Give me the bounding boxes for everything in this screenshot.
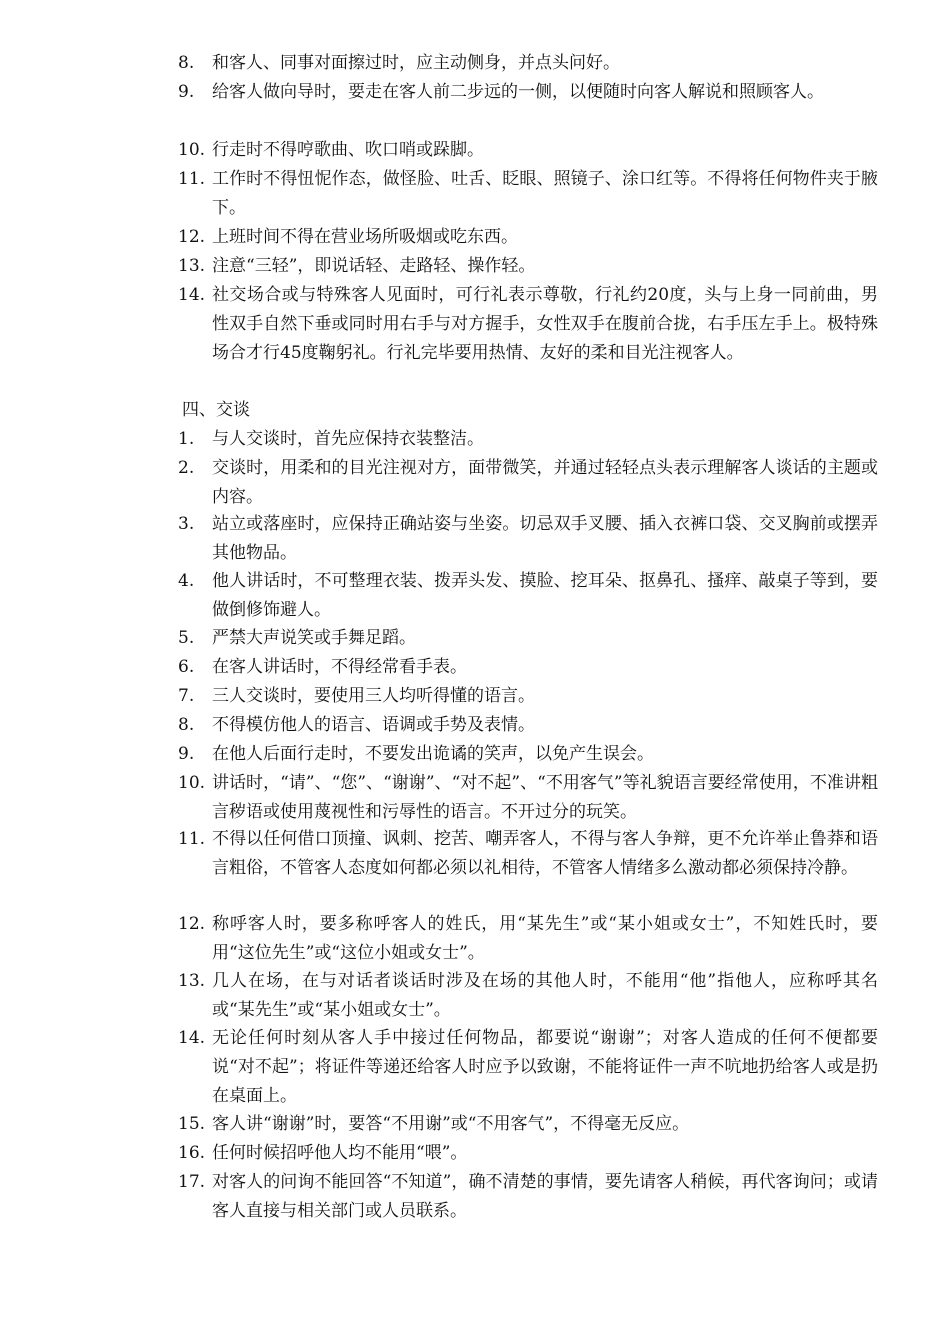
section-heading: 四、交谈 [182,400,250,420]
list-item [178,740,878,769]
list-item [178,1110,878,1139]
list-item [178,825,878,883]
item-number: 9. [178,744,195,764]
list-item [178,281,878,368]
item-number: 13. [178,256,206,276]
item-text: 与人交谈时，首先应保持衣装整洁。 [212,429,484,449]
list-item [178,425,878,454]
list-item [178,910,878,968]
item-number: 9. [178,82,195,102]
item-text: 不得模仿他人的语言、语调或手势及表情。 [212,715,535,735]
item-text: 严禁大声说笑或手舞足蹈。 [212,628,416,648]
item-text: 上班时间不得在营业场所吸烟或吃东西。 [212,227,518,247]
item-number: 11. [178,169,206,189]
item-text: 和客人、同事对面擦过时，应主动侧身，并点头问好。 [212,53,620,73]
list-item [178,454,878,512]
item-number: 7. [178,686,195,706]
list-item [178,624,878,653]
item-text: 讲话时，“请”、“您”、“谢谢”、“对不起”、“不用客气”等礼貌语言要经常使用，不准讲粗言秽语或使用蔑视性和污辱性的语言。不开过分的玩笑。 [212,773,878,822]
item-number: 10. [178,140,206,160]
item-number: 6. [178,657,195,677]
item-number: 15. [178,1114,206,1134]
list-item [178,78,878,107]
list-item [178,165,878,223]
item-number: 2. [178,458,195,478]
item-number: 8. [178,715,195,735]
list-item [178,1024,878,1111]
item-text: 客人讲“谢谢”时，要答“不用谢”或“不用客气”，不得毫无反应。 [212,1114,690,1134]
item-text: 无论任何时刻从客人手中接过任何物品，都要说“谢谢”；对客人造成的任何不便都要说“对不起”；将证件等递还给客人时应予以致谢，不能将证件一声不吭地扔给客人或是扔在桌面上。 [212,1028,878,1106]
list-item [178,136,878,165]
list-item [178,1168,878,1226]
list-item [178,769,878,827]
item-number: 4. [178,571,195,591]
list-item [178,967,878,1025]
list-item [178,49,878,78]
list-item [178,653,878,682]
item-number: 13. [178,971,206,991]
list-item [178,682,878,711]
item-text: 社交场合或与特殊客人见面时，可行礼表示尊敬，行礼约20度，头与上身一同前曲，男性双手自然下垂或同时用右手与对方握手，女性双手在腹前合拢，右手压左手上。极特殊场合才行45度鞠躬礼。行礼完毕要用热情、友好的柔和目光注视客人。 [212,285,878,363]
item-number: 12. [178,227,206,247]
item-text: 交谈时，用柔和的目光注视对方，面带微笑，并通过轻轻点头表示理解客人谈话的主题或内容。 [212,458,878,507]
list-item [178,711,878,740]
item-text: 工作时不得忸怩作态，做怪脸、吐舌、眨眼、照镜子、涂口红等。不得将任何物件夹于腋下。 [212,169,878,218]
item-text: 几人在场，在与对话者谈话时涉及在场的其他人时，不能用“他”指他人，应称呼其名或“某先生”或“某小姐或女士”。 [212,971,878,1020]
list-item [178,1139,878,1168]
item-number: 16. [178,1143,206,1163]
item-number: 5. [178,628,195,648]
item-text: 给客人做向导时，要走在客人前二步远的一侧，以便随时向客人解说和照顾客人。 [212,82,824,102]
item-number: 12. [178,914,206,934]
item-number: 11. [178,829,206,849]
item-number: 10. [178,773,206,793]
list-item [178,567,878,625]
item-text: 行走时不得哼歌曲、吹口哨或跺脚。 [212,140,484,160]
item-number: 14. [178,285,206,305]
item-number: 14. [178,1028,206,1048]
list-item [178,223,878,252]
item-text: 称呼客人时，要多称呼客人的姓氏，用“某先生”或“某小姐或女士”，不知姓氏时，要用“这位先生”或“这位小姐或女士”。 [212,914,878,963]
item-number: 17. [178,1172,206,1192]
item-text: 站立或落座时，应保持正确站姿与坐姿。切忌双手叉腰、插入衣裤口袋、交叉胸前或摆弄其他物品。 [212,514,878,563]
item-text: 注意“三轻”，即说话轻、走路轻、操作轻。 [212,256,536,276]
item-text: 他人讲话时，不可整理衣装、拨弄头发、摸脸、挖耳朵、抠鼻孔、搔痒、敲桌子等到，要做倒修饰避人。 [212,571,878,620]
item-number: 1. [178,429,195,449]
item-text: 在客人讲话时，不得经常看手表。 [212,657,467,677]
item-text: 任何时候招呼他人均不能用“喂”。 [212,1143,468,1163]
list-item [178,510,878,568]
item-number: 8. [178,53,195,73]
list-item [178,252,878,281]
item-text: 对客人的问询不能回答“不知道”，确不清楚的事情，要先请客人稍候，再代客询问；或请客人直接与相关部门或人员联系。 [212,1172,878,1221]
item-text: 三人交谈时，要使用三人均听得懂的语言。 [212,686,535,706]
item-text: 在他人后面行走时，不要发出诡谲的笑声，以免产生误会。 [212,744,654,764]
item-text: 不得以任何借口顶撞、讽刺、挖苦、嘲弄客人，不得与客人争辩，更不允许举止鲁莽和语言粗俗，不管客人态度如何都必须以礼相待，不管客人情绪多么激动都必须保持冷静。 [212,829,878,878]
item-number: 3. [178,514,195,534]
